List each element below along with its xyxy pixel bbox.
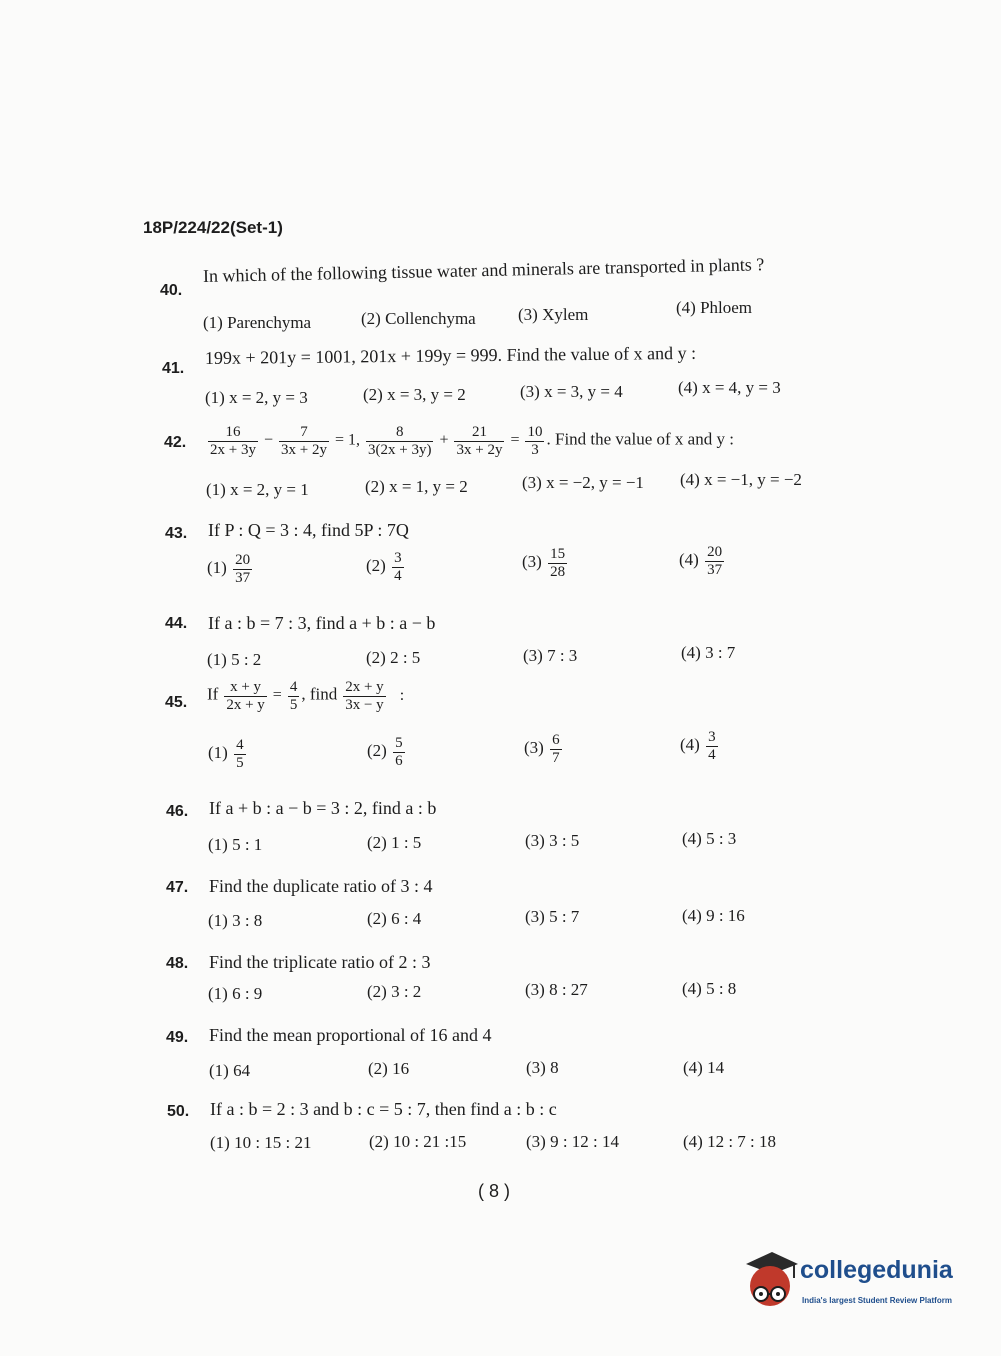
denominator: 37 (707, 561, 723, 578)
option-label: (3) (522, 551, 542, 571)
option-1: (1) 5 : 2 (207, 650, 262, 669)
denominator: 2x + y (226, 696, 265, 713)
question-number: 46. (166, 803, 189, 820)
question-text: If a : b = 7 : 3, find a + b : a − b (208, 613, 436, 633)
denominator: 3x + 2y (456, 441, 503, 458)
operator: = (272, 686, 282, 704)
option-2: (2) x = 3, y = 2 (363, 385, 466, 404)
question-number: 42. (164, 434, 187, 451)
question-text: If a : b = 2 : 3 and b : c = 5 : 7, then find a : b : c (210, 1099, 557, 1119)
option-1: (1) x = 2, y = 3 (205, 388, 308, 407)
option-4: (4) x = 4, y = 3 (678, 378, 781, 397)
option-3: (3) 5 : 7 (525, 907, 580, 926)
question-number: 40. (160, 282, 183, 299)
option-1: (1) 3 : 8 (208, 911, 263, 930)
option-1: (1) 5 : 1 (208, 835, 263, 854)
option-1: (1) 10 : 15 : 21 (210, 1133, 312, 1152)
operator: = (510, 431, 520, 449)
numerator: 16 (208, 424, 258, 442)
option-3: (3) 7 : 3 (523, 646, 578, 665)
option-2: (2) x = 1, y = 2 (365, 477, 468, 496)
fraction (224, 679, 266, 713)
option-label: (2) (367, 740, 387, 760)
numerator: 8 (366, 424, 433, 442)
option-3 (522, 546, 569, 580)
option-1 (207, 552, 254, 586)
option-3: (3) 9 : 12 : 14 (526, 1132, 620, 1151)
page-number: ( 8 ) (478, 1181, 511, 1201)
option-3: (3) Xylem (518, 305, 589, 324)
option-label: (3) (524, 737, 544, 757)
denominator: 5 (289, 696, 298, 713)
option-2: (2) 1 : 5 (367, 833, 422, 852)
mascot-icon (742, 1250, 800, 1310)
fraction (366, 424, 433, 458)
fraction (343, 679, 385, 713)
denominator: 5 (236, 754, 244, 771)
option-label: (2) (366, 555, 386, 575)
option-4: (4) 12 : 7 : 18 (683, 1132, 777, 1151)
fraction (550, 732, 562, 766)
option-3: (3) x = −2, y = −1 (522, 473, 644, 492)
numerator: 4 (289, 679, 298, 695)
numerator: 15 (550, 546, 566, 562)
option-1: (1) x = 2, y = 1 (206, 480, 309, 499)
option-4: (4) 5 : 3 (682, 829, 737, 848)
collegedunia-logo (742, 1250, 972, 1314)
option-4: (4) 9 : 16 (682, 906, 745, 925)
fraction (393, 735, 405, 769)
numerator: x + y (224, 679, 266, 697)
option-2: (2) 16 (368, 1059, 410, 1078)
question-text: If P : Q = 3 : 4, find 5P : 7Q (208, 520, 409, 540)
option-3: (3) 3 : 5 (525, 831, 580, 850)
option-4: (4) x = −1, y = −2 (680, 470, 802, 489)
question-number: 44. (165, 615, 188, 632)
option-2: (2) 10 : 21 :15 (369, 1132, 467, 1151)
option-2: (2) 2 : 5 (366, 648, 421, 667)
option-1 (208, 737, 248, 771)
operator: : (399, 686, 405, 704)
option-label: (4) (680, 734, 700, 754)
numerator: 5 (395, 735, 403, 751)
question-number: 41. (162, 360, 185, 377)
denominator: 37 (235, 569, 251, 586)
numerator: 3 (394, 550, 402, 566)
option-4: (4) 3 : 7 (681, 643, 736, 662)
operator: = 1, (334, 431, 360, 449)
numerator: 2x + y (345, 679, 384, 695)
option-2: (2) Collenchyma (361, 309, 476, 328)
denominator: 3(2x + 3y) (368, 441, 432, 458)
option-label: (4) (679, 549, 699, 569)
option-3: (3) 8 (526, 1058, 559, 1077)
question-text: If (207, 684, 219, 704)
brand-name: collegedunia (800, 1256, 953, 1284)
brand-tagline: India's largest Student Review Platform (802, 1296, 952, 1305)
fraction (279, 424, 329, 458)
fraction (288, 679, 300, 713)
question-text: Find the duplicate ratio of 3 : 4 (209, 876, 433, 896)
fraction (392, 550, 404, 584)
fraction (525, 424, 544, 458)
numerator: 21 (454, 424, 504, 442)
option-4: (4) Phloem (676, 298, 753, 317)
question-number: 50. (167, 1103, 190, 1120)
question-text: 199x + 201y = 1001, 201x + 199y = 999. Find the value of x and y : (204, 342, 697, 368)
operator: + (439, 431, 449, 449)
option-4 (680, 729, 720, 763)
question-number: 49. (166, 1029, 189, 1046)
fraction (705, 544, 724, 578)
denominator: 4 (394, 567, 402, 584)
numerator: 20 (707, 544, 723, 560)
denominator: 3x + 2y (281, 441, 327, 458)
numerator: 6 (552, 732, 560, 748)
question-text: In which of the following tissue water and minerals are transported in plants ? (202, 254, 765, 286)
fraction (208, 424, 258, 458)
fraction (234, 737, 246, 771)
numerator: 7 (279, 424, 329, 442)
numerator: 20 (235, 552, 251, 568)
denominator: 6 (395, 752, 403, 769)
option-2: (2) 3 : 2 (367, 982, 422, 1001)
option-1: (1) Parenchyma (203, 313, 312, 332)
equation (207, 679, 404, 713)
option-1: (1) 64 (209, 1061, 251, 1080)
denominator: 4 (708, 746, 716, 763)
option-2 (366, 550, 406, 584)
denominator: 3x − y (345, 696, 384, 713)
option-2 (367, 735, 407, 769)
fraction (233, 552, 252, 586)
question-text: Find the triplicate ratio of 2 : 3 (209, 952, 431, 972)
option-label: (1) (207, 557, 227, 577)
question-number: 47. (166, 879, 189, 896)
denominator: 3 (531, 441, 539, 458)
question-text: Find the mean proportional of 16 and 4 (209, 1025, 492, 1045)
question-text: If a + b : a − b = 3 : 2, find a : b (209, 798, 437, 818)
option-4: (4) 14 (683, 1058, 725, 1077)
equation (206, 424, 734, 458)
option-4: (4) 5 : 8 (682, 979, 737, 998)
question-number: 45. (165, 694, 188, 711)
numerator: 10 (527, 424, 543, 440)
option-1: (1) 6 : 9 (208, 984, 263, 1003)
fraction (454, 424, 504, 458)
question-number: 43. (165, 525, 188, 542)
option-4 (679, 544, 726, 578)
question-number: 48. (166, 955, 189, 972)
denominator: 7 (552, 749, 560, 766)
fraction (706, 729, 718, 763)
denominator: 2x + 3y (210, 441, 256, 458)
numerator: 4 (236, 737, 244, 753)
denominator: 28 (550, 563, 566, 580)
option-label: (1) (208, 742, 228, 762)
option-3: (3) 8 : 27 (525, 980, 588, 999)
operator: − (263, 431, 273, 449)
question-text: , find (301, 684, 338, 704)
paper-code: 18P/224/22(Set-1) (143, 218, 283, 237)
numerator: 3 (708, 729, 716, 745)
option-3 (524, 732, 564, 766)
option-2: (2) 6 : 4 (367, 909, 422, 928)
question-text: . Find the value of x and y : (546, 429, 734, 449)
fraction (548, 546, 567, 580)
option-3: (3) x = 3, y = 4 (520, 382, 623, 401)
